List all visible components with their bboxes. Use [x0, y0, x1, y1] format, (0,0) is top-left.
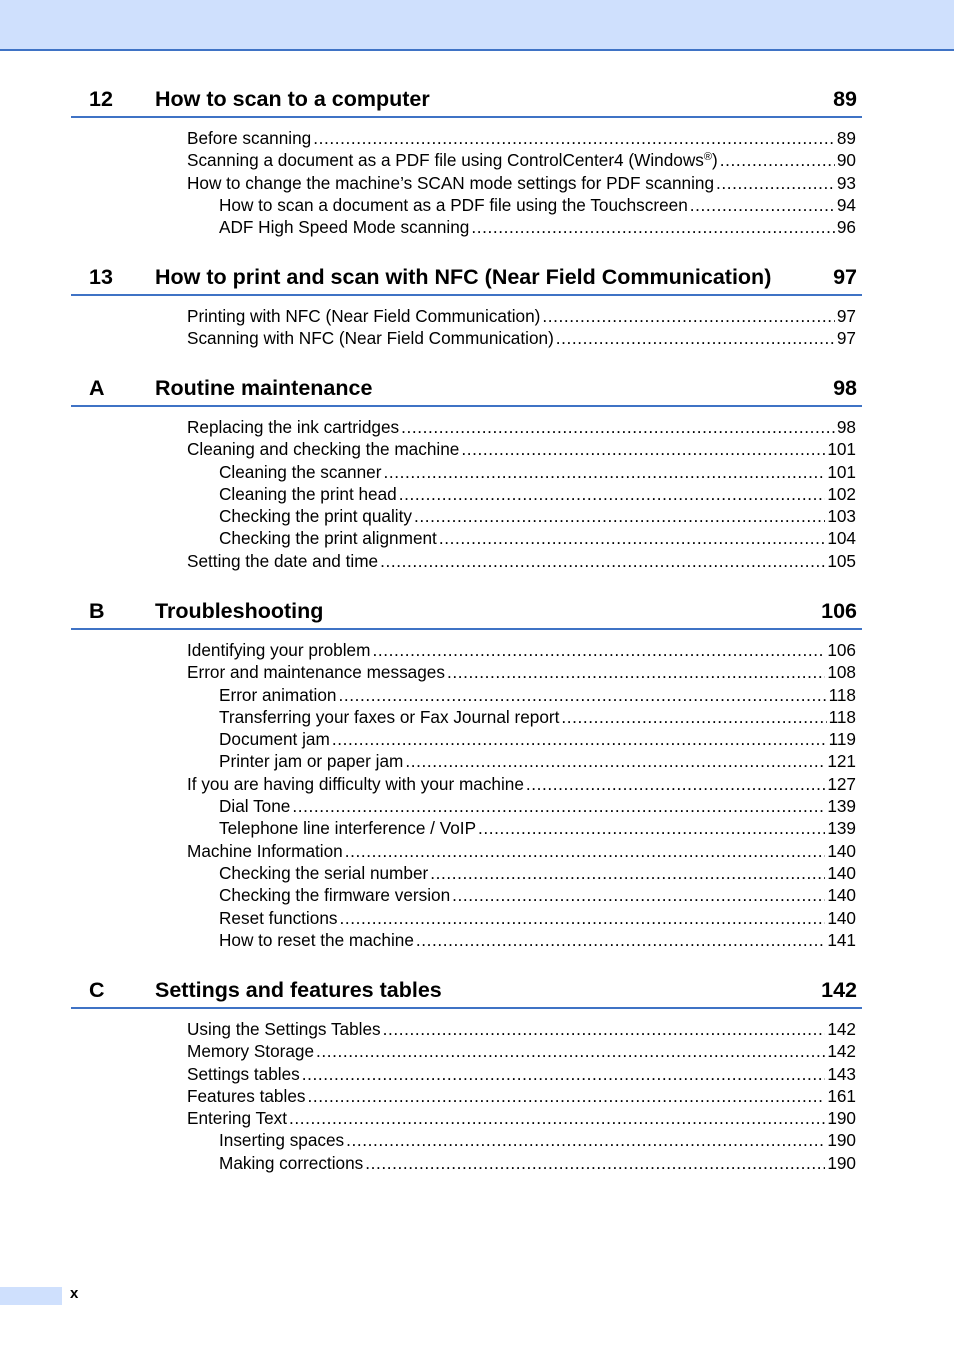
- entry-title: [187, 1063, 300, 1085]
- entry-title-text: Printer jam or paper jam: [219, 751, 404, 772]
- entry-page-number: 142: [827, 1019, 856, 1039]
- toc-subentry[interactable]: [219, 483, 856, 505]
- entry-title-text: Telephone line interference / VoIP: [219, 818, 477, 839]
- dot-leader: [372, 639, 825, 661]
- chapter-page-number: 89: [833, 87, 857, 111]
- entry-page-number: 140: [827, 862, 856, 883]
- entry-title: [187, 416, 399, 438]
- chapter-number: 12: [89, 87, 113, 111]
- entry-page-number: 140: [827, 907, 856, 928]
- entry-title: [187, 305, 540, 327]
- chapter-entries: [71, 305, 862, 350]
- footer-band: [0, 1287, 62, 1305]
- entry-page-number: 121: [827, 751, 856, 772]
- chapter-heading[interactable]: [71, 598, 862, 630]
- entry-title: [219, 795, 290, 817]
- entry-title-text: If you are having difficulty with your machine: [187, 773, 524, 794]
- entry-page-number: 139: [827, 818, 856, 839]
- toc-entry[interactable]: [187, 1063, 856, 1085]
- entry-title: [219, 527, 437, 549]
- entry-title: [219, 684, 337, 706]
- chapter-number: 13: [89, 265, 113, 289]
- dot-leader: [339, 684, 827, 706]
- entry-page-number: 190: [827, 1130, 856, 1151]
- chapter-page-number: 98: [833, 376, 857, 400]
- entry-title: [219, 1129, 344, 1151]
- entry-title: [187, 127, 311, 149]
- toc-subentry[interactable]: [219, 684, 856, 706]
- toc-subentry[interactable]: [219, 884, 856, 906]
- toc-subentry[interactable]: [219, 795, 856, 817]
- entry-title: [187, 1018, 381, 1040]
- toc-entry[interactable]: [187, 550, 856, 572]
- entry-title-text: Cleaning the scanner: [219, 461, 382, 482]
- entry-title-text: Memory Storage: [187, 1041, 315, 1062]
- entry-title-suffix: ): [711, 150, 718, 171]
- dot-leader: [289, 1107, 825, 1129]
- toc-entry[interactable]: [187, 1107, 856, 1129]
- toc-subentry[interactable]: [219, 706, 856, 728]
- dot-leader: [345, 840, 826, 862]
- entry-page-number: 139: [827, 796, 856, 817]
- toc-entry[interactable]: [187, 1040, 856, 1062]
- entry-page-number: 94: [836, 194, 856, 215]
- entry-title: [219, 750, 403, 772]
- dot-leader: [416, 929, 825, 951]
- entry-page-number: 102: [827, 483, 856, 504]
- entry-title-text: How to change the machine’s SCAN mode settings for PDF scanning: [187, 172, 715, 193]
- entry-page-number: 90: [836, 150, 856, 171]
- toc-entry[interactable]: [187, 661, 856, 683]
- entry-title-text: Cleaning and checking the machine: [187, 439, 460, 460]
- entry-title: [219, 884, 450, 906]
- entry-title: [187, 773, 524, 795]
- footer-page-number: x: [70, 1285, 79, 1302]
- entry-title-text: Identifying your problem: [187, 640, 371, 660]
- registered-mark: ®: [703, 151, 712, 164]
- chapter-title: How to scan to a computer: [155, 87, 430, 111]
- entry-page-number: 190: [827, 1108, 856, 1129]
- toc-subentry[interactable]: [219, 216, 856, 238]
- toc-subentry[interactable]: [219, 1129, 856, 1151]
- dot-leader: [313, 127, 835, 149]
- entry-title-text: Before scanning: [187, 128, 312, 148]
- dot-leader: [401, 416, 835, 438]
- toc-entry[interactable]: [187, 127, 856, 149]
- dot-leader: [542, 305, 834, 327]
- entry-title: [187, 1107, 287, 1129]
- entry-page-number: 106: [827, 640, 856, 660]
- entry-page-number: 97: [836, 306, 856, 326]
- entry-page-number: 190: [827, 1152, 856, 1173]
- entry-title-text: Making corrections: [219, 1152, 364, 1173]
- entry-title-text: Entering Text: [187, 1108, 288, 1129]
- chapter-heading[interactable]: [71, 977, 862, 1009]
- chapter-section: [71, 86, 862, 238]
- entry-page-number: 101: [827, 461, 856, 482]
- chapter-page-number: 97: [833, 265, 857, 289]
- entry-page-number: 143: [827, 1063, 856, 1084]
- dot-leader: [561, 706, 826, 728]
- entry-title-text: Inserting spaces: [219, 1130, 345, 1151]
- header-band: [0, 0, 954, 51]
- dot-leader: [478, 817, 825, 839]
- entry-title-text: Cleaning the print head: [219, 483, 397, 504]
- toc-subentry[interactable]: [219, 750, 856, 772]
- toc-subentry[interactable]: [219, 505, 856, 527]
- chapter-section: [71, 375, 862, 572]
- toc-entry[interactable]: [187, 416, 856, 438]
- entry-page-number: 127: [827, 773, 856, 794]
- toc-subentry[interactable]: [219, 728, 856, 750]
- toc-entry[interactable]: [187, 639, 856, 661]
- entry-title: [187, 149, 718, 171]
- entry-title-text: Transferring your faxes or Fax Journal report: [219, 706, 560, 727]
- chapter-section: [71, 264, 862, 350]
- toc-subentry[interactable]: [219, 461, 856, 483]
- entry-title-text: Error and maintenance messages: [187, 662, 445, 683]
- entry-title: [219, 216, 469, 238]
- toc-entry[interactable]: [187, 172, 856, 194]
- chapter-number: B: [89, 599, 105, 623]
- dot-leader: [447, 661, 825, 683]
- chapter-entries: [71, 1018, 862, 1174]
- entry-title: [187, 661, 445, 683]
- entry-title-text: Settings tables: [187, 1063, 300, 1084]
- dot-leader: [307, 1085, 825, 1107]
- dot-leader: [365, 1152, 825, 1174]
- entry-page-number: 161: [827, 1085, 856, 1106]
- entry-title: [219, 505, 412, 527]
- toc-subentry[interactable]: [219, 907, 856, 929]
- chapter-heading[interactable]: [71, 375, 862, 407]
- entry-title-text: Checking the print quality: [219, 506, 412, 527]
- entry-title-text: Scanning with NFC (Near Field Communication): [187, 328, 554, 349]
- dot-leader: [720, 149, 835, 171]
- entry-page-number: 96: [836, 217, 856, 238]
- entry-title: [219, 483, 397, 505]
- entry-page-number: 105: [827, 550, 856, 571]
- dot-leader: [399, 483, 826, 505]
- entry-page-number: 97: [836, 328, 856, 349]
- dot-leader: [292, 795, 825, 817]
- chapter-section: [71, 598, 862, 951]
- chapter-entries: [71, 639, 862, 951]
- toc-subentry[interactable]: [219, 1152, 856, 1174]
- toc-subentry[interactable]: [219, 527, 856, 549]
- entry-title: [187, 1040, 314, 1062]
- entry-title: [219, 817, 476, 839]
- entry-page-number: 103: [827, 506, 856, 527]
- entry-title: [187, 327, 554, 349]
- toc-subentry[interactable]: [219, 862, 856, 884]
- entry-title-text: Features tables: [187, 1085, 306, 1106]
- entry-title-text: Checking the print alignment: [219, 528, 437, 549]
- dot-leader: [414, 505, 825, 527]
- chapter-entries: [71, 416, 862, 572]
- dot-leader: [346, 1129, 825, 1151]
- entry-title: [219, 706, 559, 728]
- entry-title-text: Scanning a document as a PDF file using ControlCenter4 (Windows: [187, 150, 704, 171]
- entry-page-number: 119: [828, 729, 856, 750]
- chapter-number: C: [89, 978, 105, 1002]
- toc-entry[interactable]: [187, 773, 856, 795]
- chapter-page-number: 142: [821, 978, 857, 1002]
- chapter-title: How to print and scan with NFC (Near Field Communication): [155, 265, 772, 289]
- entry-title-text: Printing with NFC (Near Field Communication): [187, 306, 541, 326]
- chapter-title: Settings and features tables: [155, 978, 442, 1002]
- entry-page-number: 141: [827, 929, 856, 950]
- dot-leader: [439, 527, 825, 549]
- entry-title: [219, 461, 381, 483]
- entry-title-text: Using the Settings Tables: [187, 1019, 381, 1039]
- toc-entry[interactable]: [187, 438, 856, 460]
- entry-title-text: ADF High Speed Mode scanning: [219, 217, 470, 238]
- toc-entry[interactable]: [187, 327, 856, 349]
- entry-title: [219, 862, 428, 884]
- entry-title-text: How to scan a document as a PDF file using the Touchscreen: [219, 194, 688, 215]
- entry-title: [187, 550, 378, 572]
- entry-page-number: 93: [836, 172, 856, 193]
- toc-entry[interactable]: [187, 1018, 856, 1040]
- chapter-heading[interactable]: [71, 86, 862, 118]
- dot-leader: [556, 327, 835, 349]
- toc-subentry[interactable]: [219, 929, 856, 951]
- chapter-number: A: [89, 376, 105, 400]
- entry-title: [187, 1085, 305, 1107]
- entry-title-text: How to reset the machine: [219, 929, 414, 950]
- dot-leader: [461, 438, 825, 460]
- dot-leader: [405, 750, 825, 772]
- dot-leader: [430, 862, 825, 884]
- dot-leader: [316, 1040, 825, 1062]
- entry-title: [219, 728, 330, 750]
- dot-leader: [383, 1018, 826, 1040]
- entry-page-number: 98: [836, 417, 856, 437]
- entry-title: [219, 194, 688, 216]
- entry-page-number: 118: [828, 706, 856, 727]
- toc-entry[interactable]: [187, 840, 856, 862]
- toc-entry[interactable]: [187, 1085, 856, 1107]
- toc-entry[interactable]: [187, 149, 856, 171]
- entry-title-text: Checking the firmware version: [219, 885, 451, 906]
- chapter-page-number: 106: [821, 599, 857, 623]
- dot-leader: [690, 194, 835, 216]
- dot-leader: [383, 461, 825, 483]
- dot-leader: [302, 1063, 826, 1085]
- entry-title-text: Dial Tone: [219, 796, 291, 817]
- entry-page-number: 101: [827, 439, 856, 460]
- entry-title: [219, 1152, 363, 1174]
- chapter-title: Troubleshooting: [155, 599, 324, 623]
- dot-leader: [471, 216, 835, 238]
- entry-title: [219, 907, 337, 929]
- entry-title-text: Checking the serial number: [219, 862, 429, 883]
- entry-title: [187, 639, 370, 661]
- entry-title-text: Setting the date and time: [187, 550, 379, 571]
- entry-title-text: Document jam: [219, 729, 330, 750]
- entry-page-number: 108: [827, 662, 856, 683]
- entry-title: [219, 929, 414, 951]
- toc-subentry[interactable]: [219, 194, 856, 216]
- entry-title: [187, 840, 343, 862]
- dot-leader: [380, 550, 825, 572]
- toc-entry[interactable]: [187, 305, 856, 327]
- chapter-title: Routine maintenance: [155, 376, 373, 400]
- entry-page-number: 140: [827, 840, 856, 861]
- dot-leader: [526, 773, 825, 795]
- chapter-section: [71, 977, 862, 1174]
- entry-title-text: Machine Information: [187, 840, 343, 861]
- entry-page-number: 142: [827, 1041, 856, 1062]
- entry-page-number: 104: [827, 528, 856, 549]
- entry-title: [187, 438, 459, 460]
- entry-title: [187, 172, 714, 194]
- chapter-heading[interactable]: [71, 264, 862, 296]
- entry-page-number: 118: [828, 684, 856, 705]
- dot-leader: [716, 172, 835, 194]
- toc-subentry[interactable]: [219, 817, 856, 839]
- dot-leader: [332, 728, 827, 750]
- entry-page-number: 89: [836, 128, 856, 148]
- chapter-entries: [71, 127, 862, 238]
- entry-title-text: Reset functions: [219, 907, 338, 928]
- entry-title-text: Error animation: [219, 684, 337, 705]
- dot-leader: [339, 907, 825, 929]
- entry-page-number: 140: [827, 885, 856, 906]
- entry-title-text: Replacing the ink cartridges: [187, 417, 400, 437]
- dot-leader: [452, 884, 825, 906]
